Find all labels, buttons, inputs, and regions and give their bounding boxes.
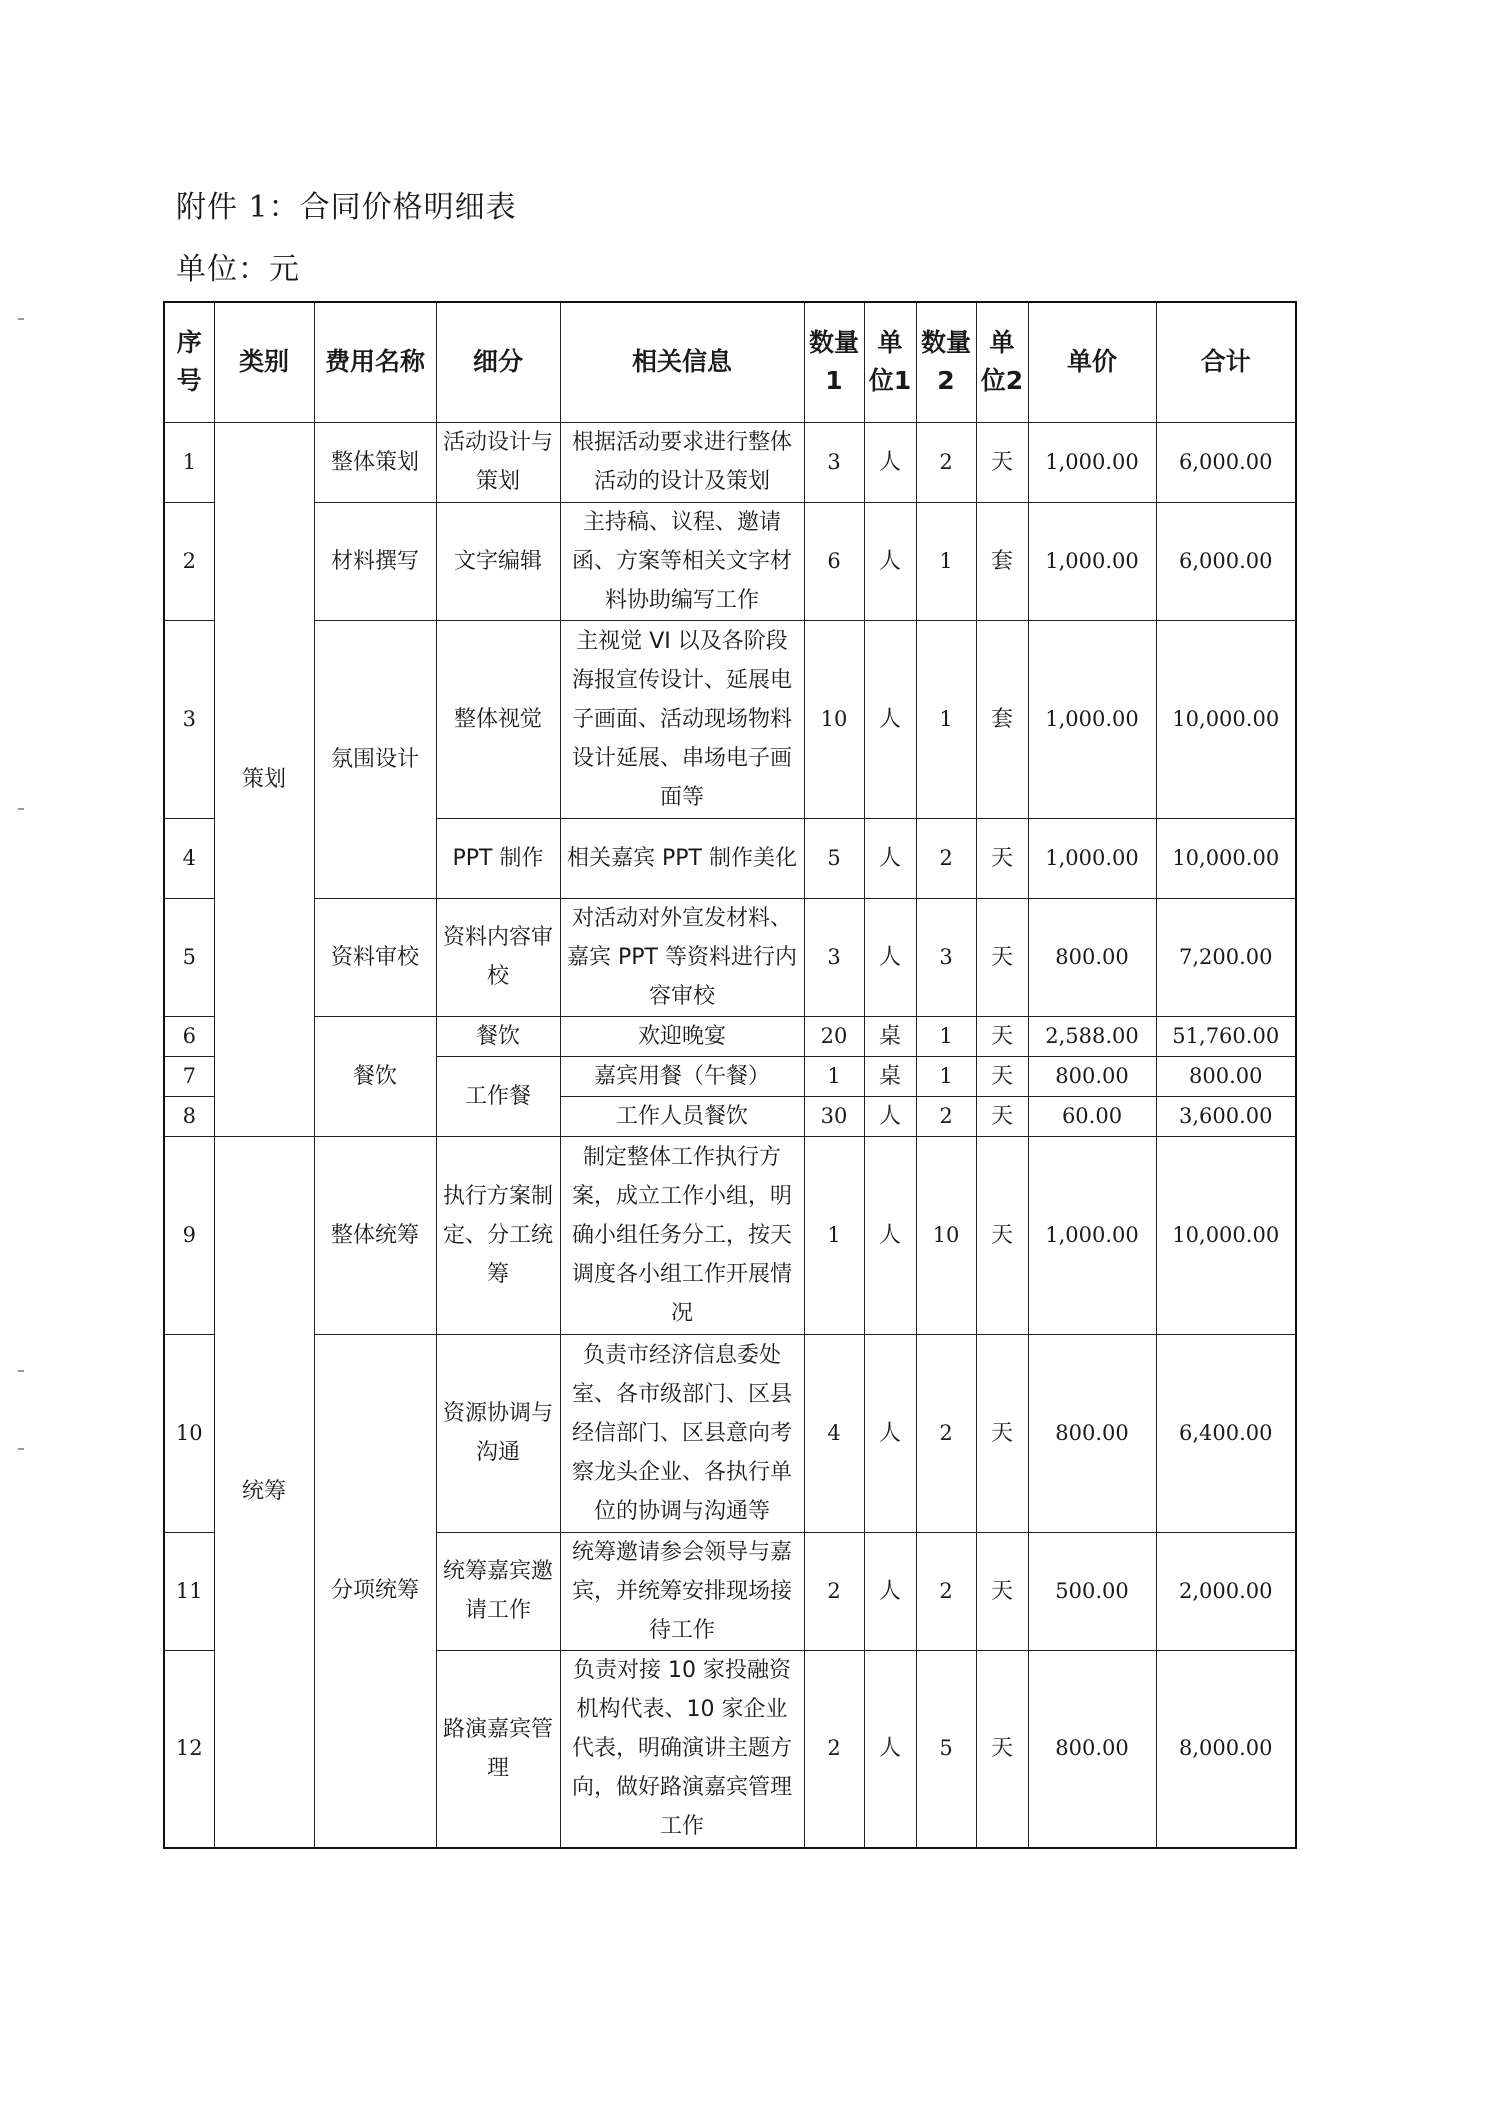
contract-price-table — [163, 301, 1297, 1849]
cell-total: 800.00 — [1156, 1056, 1296, 1096]
cell-qty2: 1 — [916, 620, 976, 818]
cell-price: 1,000.00 — [1028, 1136, 1156, 1334]
cell-seq: 9 — [164, 1136, 214, 1334]
cell-subitem: 餐饮 — [436, 1016, 560, 1056]
cell-subitem: 执行方案制定、分工统筹 — [436, 1136, 560, 1334]
cell-unit2: 天 — [976, 422, 1028, 502]
cell-unit1: 桌 — [864, 1056, 916, 1096]
header-info: 相关信息 — [560, 302, 804, 422]
cell-price: 60.00 — [1028, 1096, 1156, 1136]
header-unit2: 单位2 — [976, 302, 1028, 422]
cell-qty2: 1 — [916, 1056, 976, 1096]
cell-subitem: 资料内容审校 — [436, 898, 560, 1016]
cell-qty2: 3 — [916, 898, 976, 1016]
cell-unit1: 桌 — [864, 1016, 916, 1056]
cell-unit1: 人 — [864, 1650, 916, 1848]
cell-seq: 1 — [164, 422, 214, 502]
cell-subitem: 统筹嘉宾邀请工作 — [436, 1532, 560, 1650]
cell-fee-name: 整体统筹 — [314, 1136, 436, 1334]
cell-info: 负责市经济信息委处室、各市级部门、区县经信部门、区县意向考察龙头企业、各执行单位的协调与沟通等 — [560, 1334, 804, 1532]
table-header-row — [164, 302, 1296, 422]
cell-unit1: 人 — [864, 1096, 916, 1136]
cell-unit1: 人 — [864, 620, 916, 818]
cell-price: 1,000.00 — [1028, 422, 1156, 502]
cell-qty1: 30 — [804, 1096, 864, 1136]
table-row — [164, 620, 1296, 818]
table-row — [164, 422, 1296, 502]
cell-unit2: 天 — [976, 1016, 1028, 1056]
cell-seq: 8 — [164, 1096, 214, 1136]
cell-total: 10,000.00 — [1156, 620, 1296, 818]
cell-info: 主持稿、议程、邀请函、方案等相关文字材料协助编写工作 — [560, 502, 804, 620]
cell-qty1: 1 — [804, 1056, 864, 1096]
cell-unit2: 天 — [976, 1334, 1028, 1532]
cell-info: 制定整体工作执行方案，成立工作小组，明确小组任务分工，按天调度各小组工作开展情况 — [560, 1136, 804, 1334]
cell-qty1: 2 — [804, 1532, 864, 1650]
cell-total: 7,200.00 — [1156, 898, 1296, 1016]
cell-subitem: 路演嘉宾管理 — [436, 1650, 560, 1848]
cell-qty2: 2 — [916, 1334, 976, 1532]
table-row — [164, 1136, 1296, 1334]
cell-qty1: 3 — [804, 422, 864, 502]
unit-label: 单位：元 — [176, 252, 300, 287]
cell-info: 主视觉 VI 以及各阶段海报宣传设计、延展电子画面、活动现场物料设计延展、串场电子画面等 — [560, 620, 804, 818]
table-row — [164, 1334, 1296, 1532]
cell-unit2: 天 — [976, 1650, 1028, 1848]
cell-total: 6,000.00 — [1156, 422, 1296, 502]
cell-qty2: 2 — [916, 1096, 976, 1136]
cell-seq: 7 — [164, 1056, 214, 1096]
cell-unit2: 天 — [976, 1096, 1028, 1136]
header-unit1: 单位1 — [864, 302, 916, 422]
cell-qty1: 3 — [804, 898, 864, 1016]
cell-fee-name: 分项统筹 — [314, 1334, 436, 1848]
cell-unit1: 人 — [864, 1532, 916, 1650]
cell-total: 51,760.00 — [1156, 1016, 1296, 1056]
cell-category: 统筹 — [214, 1136, 314, 1848]
cell-info: 欢迎晚宴 — [560, 1016, 804, 1056]
table-row — [164, 898, 1296, 1016]
cell-unit2: 天 — [976, 1136, 1028, 1334]
cell-qty2: 5 — [916, 1650, 976, 1848]
cell-total: 2,000.00 — [1156, 1532, 1296, 1650]
cell-seq: 10 — [164, 1334, 214, 1532]
cell-unit1: 人 — [864, 818, 916, 898]
cell-unit2: 天 — [976, 818, 1028, 898]
cell-qty2: 1 — [916, 1016, 976, 1056]
cell-subitem: 活动设计与策划 — [436, 422, 560, 502]
header-subitem: 细分 — [436, 302, 560, 422]
cell-price: 1,000.00 — [1028, 620, 1156, 818]
cell-info: 对活动对外宣发材料、嘉宾 PPT 等资料进行内容审校 — [560, 898, 804, 1016]
header-category: 类别 — [214, 302, 314, 422]
cell-category: 策划 — [214, 422, 314, 1136]
cell-seq: 4 — [164, 818, 214, 898]
cell-qty2: 2 — [916, 422, 976, 502]
cell-qty1: 20 — [804, 1016, 864, 1056]
cell-subitem: 资源协调与沟通 — [436, 1334, 560, 1532]
cell-unit2: 天 — [976, 898, 1028, 1016]
cell-info: 相关嘉宾 PPT 制作美化 — [560, 818, 804, 898]
cell-qty1: 2 — [804, 1650, 864, 1848]
cell-total: 10,000.00 — [1156, 818, 1296, 898]
cell-subitem: PPT 制作 — [436, 818, 560, 898]
cell-unit2: 天 — [976, 1056, 1028, 1096]
cell-seq: 2 — [164, 502, 214, 620]
cell-qty2: 2 — [916, 818, 976, 898]
cell-info: 嘉宾用餐（午餐） — [560, 1056, 804, 1096]
cell-subitem: 文字编辑 — [436, 502, 560, 620]
cell-subitem: 工作餐 — [436, 1056, 560, 1136]
table-row — [164, 1016, 1296, 1056]
cell-total: 10,000.00 — [1156, 1136, 1296, 1334]
cell-seq: 3 — [164, 620, 214, 818]
header-fee-name: 费用名称 — [314, 302, 436, 422]
cell-subitem: 整体视觉 — [436, 620, 560, 818]
cell-total: 8,000.00 — [1156, 1650, 1296, 1848]
cell-fee-name: 氛围设计 — [314, 620, 436, 898]
cell-price: 800.00 — [1028, 1334, 1156, 1532]
cell-price: 800.00 — [1028, 1650, 1156, 1848]
cell-seq: 12 — [164, 1650, 214, 1848]
cell-qty1: 6 — [804, 502, 864, 620]
cell-unit1: 人 — [864, 502, 916, 620]
cell-unit1: 人 — [864, 898, 916, 1016]
header-total: 合计 — [1156, 302, 1296, 422]
cell-price: 800.00 — [1028, 1056, 1156, 1096]
cell-seq: 11 — [164, 1532, 214, 1650]
cell-info: 根据活动要求进行整体活动的设计及策划 — [560, 422, 804, 502]
cell-qty2: 2 — [916, 1532, 976, 1650]
table-row — [164, 502, 1296, 620]
cell-price: 800.00 — [1028, 898, 1156, 1016]
header-qty2: 数量2 — [916, 302, 976, 422]
cell-qty1: 10 — [804, 620, 864, 818]
cell-qty2: 10 — [916, 1136, 976, 1334]
cell-fee-name: 餐饮 — [314, 1016, 436, 1136]
cell-price: 1,000.00 — [1028, 818, 1156, 898]
cell-qty1: 5 — [804, 818, 864, 898]
cell-fee-name: 整体策划 — [314, 422, 436, 502]
header-qty1: 数量1 — [804, 302, 864, 422]
cell-fee-name: 材料撰写 — [314, 502, 436, 620]
cell-info: 工作人员餐饮 — [560, 1096, 804, 1136]
cell-qty1: 4 — [804, 1334, 864, 1532]
cell-unit2: 套 — [976, 502, 1028, 620]
cell-qty1: 1 — [804, 1136, 864, 1334]
cell-seq: 6 — [164, 1016, 214, 1056]
cell-unit2: 套 — [976, 620, 1028, 818]
cell-unit2: 天 — [976, 1532, 1028, 1650]
header-seq: 序号 — [164, 302, 214, 422]
cell-qty2: 1 — [916, 502, 976, 620]
cell-info: 统筹邀请参会领导与嘉宾，并统筹安排现场接待工作 — [560, 1532, 804, 1650]
cell-seq: 5 — [164, 898, 214, 1016]
cell-unit1: 人 — [864, 1334, 916, 1532]
header-price: 单价 — [1028, 302, 1156, 422]
cell-price: 1,000.00 — [1028, 502, 1156, 620]
cell-total: 6,400.00 — [1156, 1334, 1296, 1532]
cell-price: 500.00 — [1028, 1532, 1156, 1650]
cell-info: 负责对接 10 家投融资机构代表、10 家企业代表，明确演讲主题方向，做好路演嘉宾管理工作 — [560, 1650, 804, 1848]
cell-price: 2,588.00 — [1028, 1016, 1156, 1056]
cell-total: 3,600.00 — [1156, 1096, 1296, 1136]
cell-fee-name: 资料审校 — [314, 898, 436, 1016]
cell-unit1: 人 — [864, 422, 916, 502]
page-title: 附件 1：合同价格明细表 — [176, 190, 517, 225]
cell-unit1: 人 — [864, 1136, 916, 1334]
cell-total: 6,000.00 — [1156, 502, 1296, 620]
